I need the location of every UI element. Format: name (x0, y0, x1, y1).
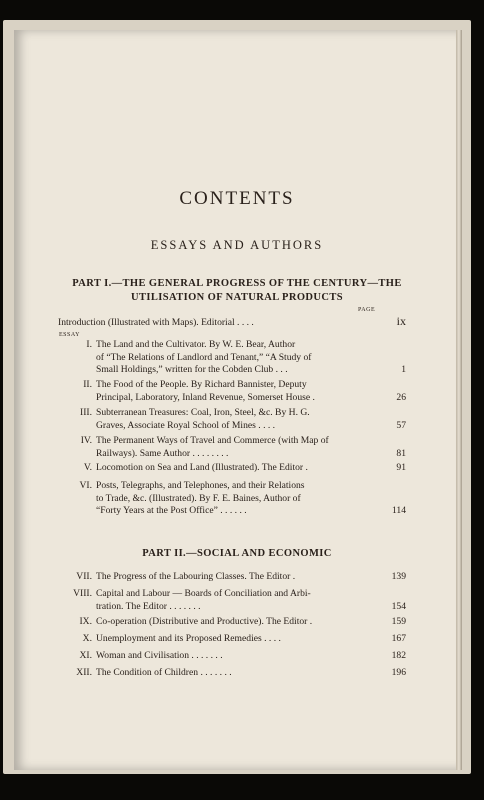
toc-entry (58, 667, 406, 680)
essay-number: XI. (79, 650, 92, 661)
entry-text-line: Introduction (Illustrated with Maps). Editorial . . . . (58, 317, 254, 328)
entry-text-line: tration. The Editor . . . . . . . (96, 600, 201, 612)
essay-number: XII. (76, 667, 92, 678)
entry-text-line: Small Holdings,” written for the Cobden Club . . . (96, 364, 288, 375)
essay-number: VI. (79, 480, 92, 491)
page-number: 26 (396, 391, 406, 403)
essays-subtitle: ESSAYS AND AUTHORS (150, 238, 324, 252)
entry-text-line: The Permanent Ways of Travel and Commerce (with Map of (96, 435, 329, 446)
entry-text-line: Subterranean Treasures: Coal, Iron, Steel, &c. By H. G. (96, 407, 310, 418)
essay-number: II. (83, 379, 92, 390)
page-number: 182 (391, 650, 406, 661)
essay-number: IV. (80, 435, 92, 446)
essay-number: I. (86, 339, 92, 350)
part-one-heading-line-1: PART I.—THE GENERAL PROGRESS OF THE CENTURY—THE (72, 278, 402, 289)
entry-text-line: Woman and Civilisation . . . . . . . (96, 650, 223, 661)
book-page (14, 30, 460, 770)
page-number: 114 (391, 505, 406, 516)
page-number: 57 (396, 419, 406, 431)
essay-number: VII. (76, 571, 92, 582)
entry-text-line: of “The Relations of Landlord and Tenant,” “A Study of (96, 351, 312, 363)
toc-entry (58, 650, 406, 663)
entry-text-line: Railways). Same Author . . . . . . . . (96, 447, 229, 459)
contents-title: CONTENTS (179, 188, 295, 209)
entry-text-line: The Land and the Cultivator. By W. E. Bear, Author (96, 339, 296, 350)
toc-entry (58, 462, 406, 475)
page-number: 81 (396, 447, 406, 459)
toc-entry (58, 571, 406, 584)
entry-text-line: Capital and Labour — Boards of Conciliation and Arbi- (96, 588, 311, 599)
toc-entry (58, 616, 406, 629)
essay-column-label: ESSAY (59, 332, 80, 338)
entry-text-line: to Trade, &c. (Illustrated). By F. E. Baines, Author of (96, 492, 301, 504)
page-edges (456, 30, 462, 770)
entry-text-line: Unemployment and its Proposed Remedies . . . . (96, 633, 281, 644)
page-column-label: PAGE (358, 307, 376, 313)
page-number: 196 (391, 667, 406, 678)
entry-text-line: The Food of the People. By Richard Bannister, Deputy (96, 379, 307, 390)
essay-number: V. (83, 462, 92, 473)
essay-number: VIII. (73, 588, 92, 599)
page-number: 159 (391, 616, 406, 627)
entry-text-line: The Progress of the Labouring Classes. The Editor . (96, 571, 296, 582)
toc-entry (58, 379, 406, 404)
entry-text-line: Graves, Associate Royal School of Mines . . . . (96, 419, 276, 431)
toc-entry (58, 633, 406, 646)
page-number: 154 (391, 600, 406, 612)
toc-entry (58, 314, 406, 330)
page-number: 167 (391, 633, 406, 644)
toc-entry (58, 435, 406, 460)
toc-entry (58, 480, 406, 518)
toc-entry (58, 339, 406, 377)
essay-number: IX. (79, 616, 92, 627)
page-number: 91 (396, 462, 406, 473)
entry-text-line: Locomotion on Sea and Land (Illustrated). The Editor . (96, 462, 308, 473)
part-two-heading: PART II.—SOCIAL AND ECONOMIC (142, 548, 332, 559)
page-number: ix (396, 314, 406, 328)
essay-number: X. (82, 633, 92, 644)
part-one-heading-line-2: UTILISATION OF NATURAL PRODUCTS (130, 292, 344, 303)
toc-entry (58, 407, 406, 432)
page-number: 1 (401, 364, 406, 375)
entry-text-line: Principal, Laboratory, Inland Revenue, Somerset House . (96, 391, 315, 403)
entry-text-line: Posts, Telegraphs, and Telephones, and their Relations (96, 480, 305, 491)
entry-text-line: Co-operation (Distributive and Productive). The Editor . (96, 616, 313, 627)
toc-entry (58, 588, 406, 613)
entry-text-line: The Condition of Children . . . . . . . (96, 667, 232, 678)
essay-number: III. (80, 407, 92, 418)
entry-text-line: “Forty Years at the Post Office” . . . . . . (96, 505, 247, 516)
page-number: 139 (391, 571, 406, 582)
